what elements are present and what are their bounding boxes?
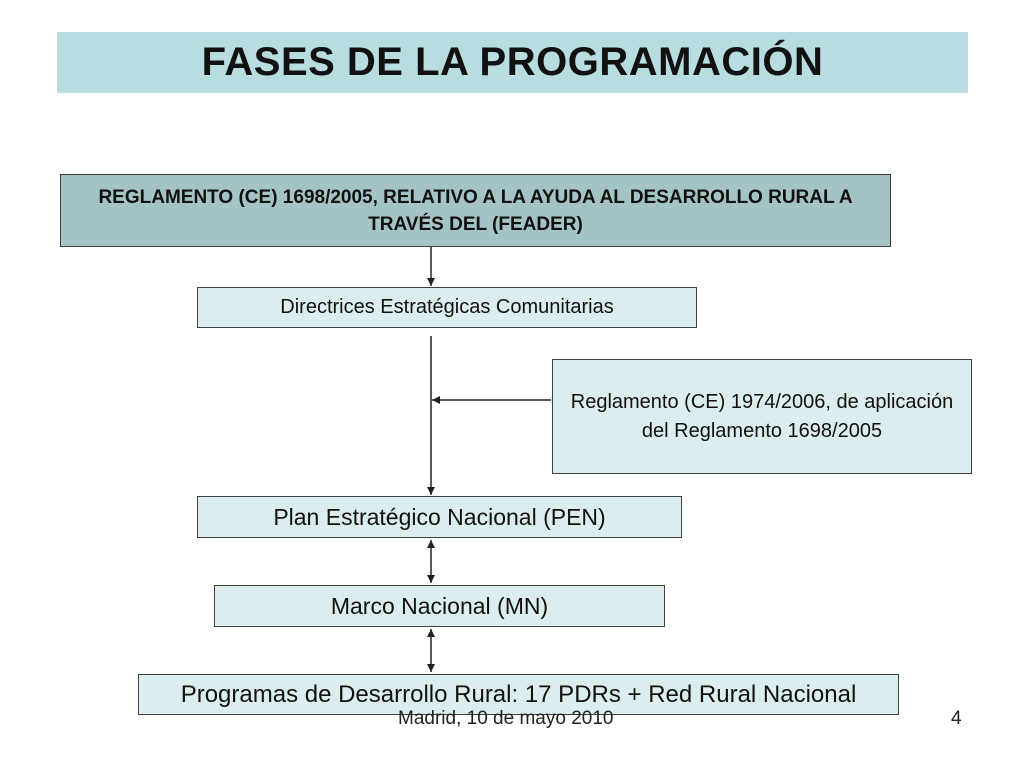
- box-directrices-text: Directrices Estratégicas Comunitarias: [280, 296, 614, 318]
- box-pdr-text: Programas de Desarrollo Rural: 17 PDRs + Red Rural Nacional: [180, 680, 857, 708]
- box-pen-text: Plan Estratégico Nacional (PEN): [273, 503, 606, 530]
- page-number: 4: [951, 708, 962, 729]
- box-reglamento-1698-text: REGLAMENTO (CE) 1698/2005, RELATIVO A LA AYUDA AL DESARROLLO RURAL A TRAVÉS DEL (FEADER): [98, 186, 853, 235]
- box-plan-estrategico-nacional: [197, 496, 682, 538]
- box-reglamento-1698: [60, 174, 891, 247]
- footer-date: Madrid, 10 de mayo 2010: [398, 708, 614, 729]
- box-reglamento-1974-text: Reglamento (CE) 1974/2006, de aplicación del Reglamento 1698/2005: [570, 390, 954, 442]
- page-title: FASES DE LA PROGRAMACIÓN: [201, 40, 824, 84]
- box-mn-text: Marco Nacional (MN): [330, 592, 549, 619]
- box-directrices: [197, 287, 697, 328]
- box-reglamento-1974: [552, 359, 972, 474]
- box-marco-nacional: [214, 585, 665, 627]
